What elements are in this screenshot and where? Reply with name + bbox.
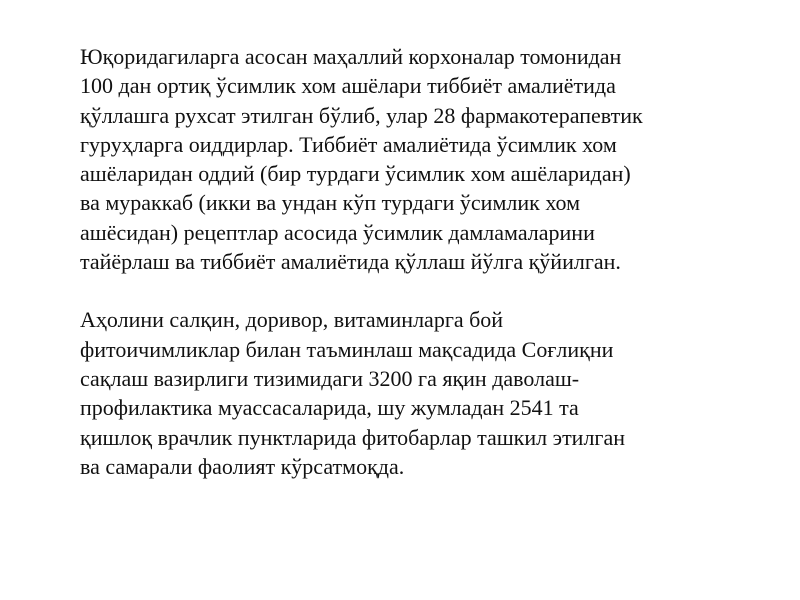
text-line: ва самарали фаолият кўрсатмоқда. [80,453,405,479]
text-line: ашёсидан) рецептлар асосида ўсимлик дамламаларини [80,219,595,245]
text-line: гуруҳларга оиддирлар. Тиббиёт амалиётида ўсимлик хом [80,131,617,157]
text-line: Аҳолини салқин, доривор, витаминларга бой [80,307,504,333]
text-line: Юқоридагиларга асосан маҳаллий корхоналар томонидан [80,44,622,69]
text-line: 100 дан ортиқ ўсимлик хом ашёлари тиббиёт амалиётида [80,73,616,99]
text-line: профилактика муассасаларида, шу жумладан 2541 та [80,395,579,421]
document-body [80,42,720,481]
text-line: ашёларидан оддий (бир турдаги ўсимлик хом ашёларидан) [80,161,631,187]
paragraph-1 [80,42,720,276]
text-line: ва мураккаб (икки ва ундан кўп турдаги ўсимлик хом [80,190,580,216]
text-line: қишлоқ врачлик пунктларида фитобарлар ташкил этилган [80,424,625,450]
text-line: қўллашга рухсат этилган бўлиб, улар 28 фармакотерапевтик [80,102,643,128]
text-line: фитоичимликлар билан таъминлаш мақсадида Соғлиқни [80,336,614,362]
paragraph-2 [80,305,720,481]
text-line: сақлаш вазирлиги тизимидаги 3200 га яқин даволаш- [80,365,580,391]
text-line: тайёрлаш ва тиббиёт амалиётида қўллаш йўлга қўйилган. [80,249,621,275]
